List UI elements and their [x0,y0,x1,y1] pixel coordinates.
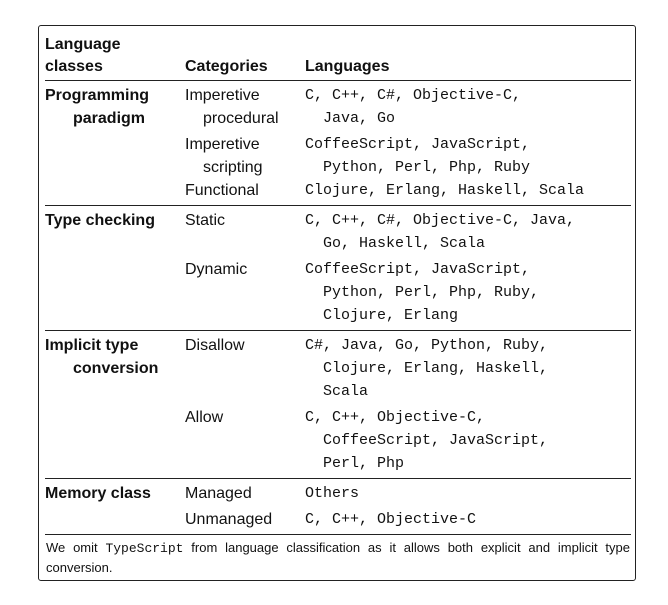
language-class-cell [45,81,185,134]
table-row [45,331,631,407]
languages-text: C, C++, Objective-C [305,511,477,528]
category-cell [185,479,305,509]
footnote-code: TypeScript [105,541,184,556]
languages-cell [305,331,631,407]
header-languages: Languages [305,34,631,81]
category-text: Imperetive [185,87,260,104]
language-class-cell [45,206,185,259]
table-row [45,81,631,134]
languages-cell [305,133,631,179]
languages-text: Clojure, Erlang, Haskell, [323,360,549,377]
table-row [45,179,631,206]
category-text: Functional [185,182,259,199]
footnote [46,538,630,577]
table-row [45,206,631,259]
table-header [45,34,631,81]
languages-text: C, C++, Objective-C, [305,409,486,426]
category-cell [185,406,305,479]
language-class-text: Programming [45,87,150,104]
category-text: procedural [203,110,279,127]
category-cell [185,133,305,179]
languages-text: Clojure, Erlang [323,307,459,324]
language-class-cell [45,331,185,407]
category-text: Static [185,212,226,229]
footnote-text-end: from language classification as it allows both explicit and implicit type conversion. [46,540,630,575]
languages-cell [305,179,631,206]
languages-text: C#, Java, Go, Python, Ruby, [305,337,549,354]
category-text: Disallow [185,337,245,354]
languages-text: CoffeeScript, JavaScript, [305,136,531,153]
languages-text: Perl, Php [323,455,405,472]
language-class-cell [45,508,185,535]
table-row [45,479,631,509]
languages-text: Others [305,485,360,502]
language-class-text: Implicit type [45,337,139,354]
category-cell [185,206,305,259]
table-row [45,258,631,331]
class-group [45,331,631,479]
table-frame [38,25,636,581]
category-cell [185,508,305,535]
class-group [45,206,631,331]
languages-cell [305,479,631,509]
languages-text: Go, Haskell, Scala [323,235,486,252]
category-text: Imperetive [185,136,260,153]
category-cell [185,331,305,407]
class-group [45,479,631,535]
header-language-classes-line2: classes [45,58,103,75]
languages-text: Scala [323,383,369,400]
category-text: Allow [185,409,224,426]
class-group [45,81,631,206]
category-cell [185,81,305,134]
header-language-classes-line1: Language [45,36,121,53]
table-row [45,508,631,535]
category-cell [185,258,305,331]
footnote-text-start: We omit [46,540,106,555]
language-class-cell [45,406,185,479]
header-categories: Categories [185,34,305,81]
table-row [45,406,631,479]
languages-cell [305,508,631,535]
language-class-cell [45,258,185,331]
languages-text: Clojure, Erlang, Haskell, Scala [305,182,585,199]
category-cell [185,179,305,206]
category-text: scripting [203,159,263,176]
languages-cell [305,406,631,479]
languages-text: CoffeeScript, JavaScript, [323,432,549,449]
category-text: Dynamic [185,261,248,278]
languages-text: C, C++, C#, Objective-C, [305,87,522,104]
languages-cell [305,206,631,259]
category-text: Managed [185,485,252,502]
language-class-cell [45,179,185,206]
languages-text: CoffeeScript, JavaScript, [305,261,531,278]
languages-cell [305,258,631,331]
language-class-cell [45,479,185,509]
languages-text: Java, Go [323,110,396,127]
language-class-text: Memory class [45,485,151,502]
language-classification-table [45,34,631,535]
language-class-text: Type checking [45,212,155,229]
languages-text: C, C++, C#, Objective-C, Java, [305,212,576,229]
language-class-cell [45,133,185,179]
languages-text: Python, Perl, Php, Ruby [323,159,531,176]
language-class-text: conversion [73,360,159,377]
category-text: Unmanaged [185,511,273,528]
languages-text: Python, Perl, Php, Ruby, [323,284,540,301]
language-class-text: paradigm [73,110,146,127]
table-row [45,133,631,179]
header-language-classes [45,34,185,81]
languages-cell [305,81,631,134]
